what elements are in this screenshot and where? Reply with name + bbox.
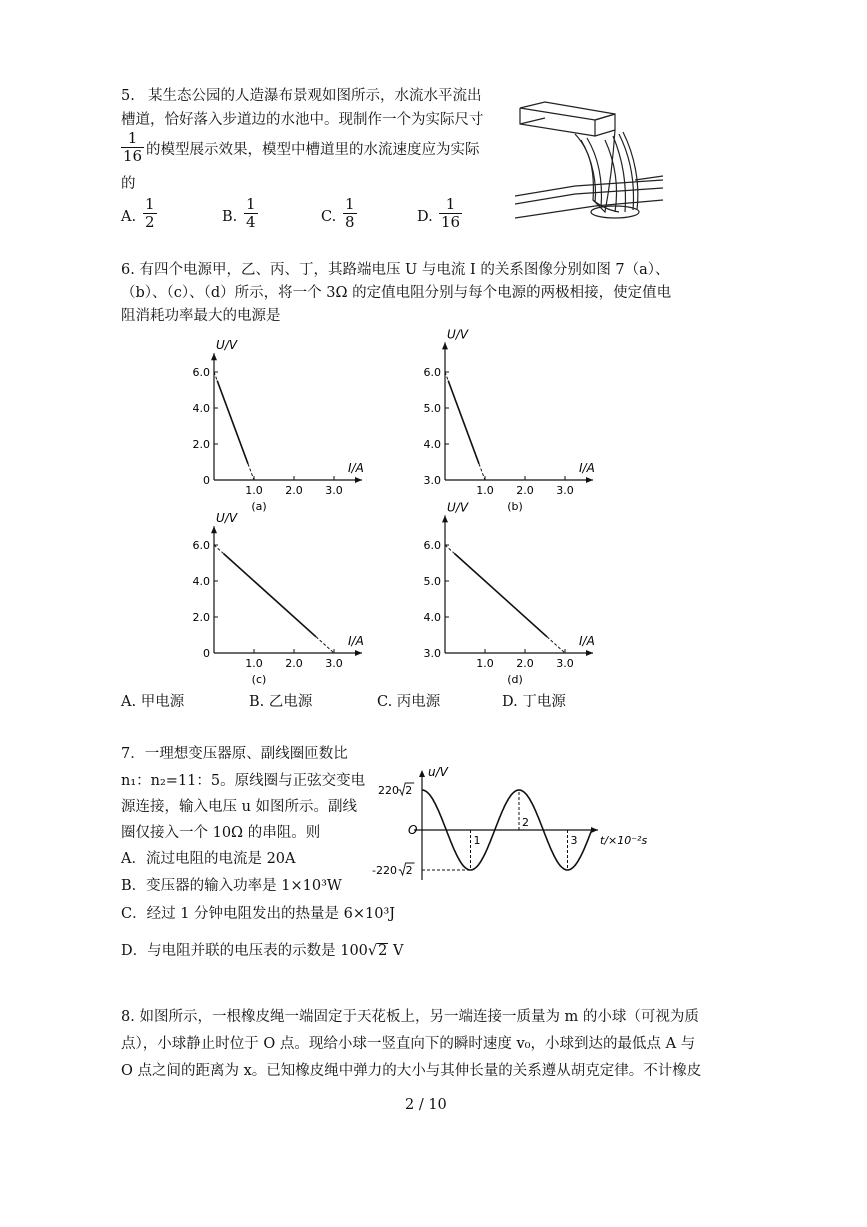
q5-frac-den: 16 [123, 147, 143, 165]
x-axis-label: I/A [579, 461, 595, 475]
q5-frac-num: 1 [121, 130, 144, 148]
y-tick-label: 3.0 [423, 474, 441, 487]
u-x-axis-arrow [591, 827, 598, 833]
u-x-axis-label: t/×10⁻²s [600, 834, 648, 847]
u-x-tick-label: 3 [570, 834, 578, 847]
u-min-label-radicand: 2 [405, 864, 413, 877]
u-x-tick-label: 1 [473, 834, 481, 847]
q5-opt-d-num: 1 [439, 196, 462, 214]
u-y-axis-label: u/V [428, 765, 448, 779]
q5-opt-a-den: 2 [145, 213, 155, 231]
y-tick-label: 0 [203, 647, 210, 660]
line-dashed-start [445, 545, 455, 554]
x-tick-label: 3.0 [325, 657, 343, 670]
data-line [217, 381, 248, 464]
x-tick-label: 2.0 [285, 657, 303, 670]
panel-caption: (b) [507, 500, 523, 513]
ui-graph-2 [193, 511, 364, 686]
y-tick-label: 4.0 [192, 575, 210, 588]
x-axis-arrow [586, 477, 593, 483]
ui-graph-0 [193, 338, 364, 513]
q7-line3: 源连接，输入电压 u 如图所示。副线 [121, 799, 358, 815]
q7-line1: 7．一理想变压器原、副线圈匝数比 [121, 746, 348, 762]
y-axis-arrow [211, 526, 217, 533]
x-tick-label: 3.0 [325, 484, 343, 497]
x-axis-label: I/A [579, 634, 595, 648]
q5-opt-b-label: B. [222, 209, 238, 225]
y-tick-label: 3.0 [423, 647, 441, 660]
q7-option-d-unit: V [388, 943, 404, 959]
x-axis-label: I/A [348, 634, 364, 648]
x-axis-arrow [586, 650, 593, 656]
y-tick-label: 6.0 [423, 366, 441, 379]
q7-option-d [121, 941, 404, 961]
y-tick-label: 0 [203, 474, 210, 487]
x-tick-label: 3.0 [556, 657, 574, 670]
ui-graph-3 [424, 500, 595, 686]
x-axis-label: I/A [348, 461, 364, 475]
y-tick-label: 5.0 [423, 575, 441, 588]
q5-line1: 某生态公园的人造瀑布景观如图所示，水流水平流出 [148, 88, 482, 104]
x-tick-label: 1.0 [476, 484, 494, 497]
line-dashed-end [479, 464, 485, 480]
x-tick-label: 2.0 [285, 484, 303, 497]
ui-graph-1 [424, 327, 595, 513]
sqrt-sign: √ [367, 943, 378, 959]
y-axis-arrow [442, 342, 448, 349]
y-tick-label: 4.0 [192, 402, 210, 415]
q8-line2: 点），小球静止时位于 O 点。现给小球一竖直向下的瞬时速度 v₀，小球到达的最低点 A 与 [121, 1036, 696, 1052]
page-number: 2 / 10 [405, 1097, 447, 1113]
u-max-label [378, 783, 414, 797]
data-line [224, 554, 316, 637]
q5-opt-c-label: C. [321, 209, 337, 225]
u-min-label-value: -220 [372, 864, 397, 877]
u-max-label-radicand: 2 [405, 784, 413, 797]
q6-line1: 6. 有四个电源甲，乙、丙、丁，其路端电压 U 与电流 I 的关系图像分别如图 7（a）、 [121, 262, 670, 278]
y-axis-label: U/V [216, 338, 238, 353]
u-max-label-value: 220 [378, 784, 399, 797]
line-dashed-end [316, 637, 334, 653]
q5-line4: 的 [121, 176, 136, 192]
x-tick-label: 1.0 [245, 657, 263, 670]
data-line [455, 554, 547, 637]
q6-option-a: A. 甲电源 [121, 694, 185, 710]
q6-line2: （b）、（c）、（d）所示，将一个 3Ω 的定值电阻分别与每个电源的两极相接，使定值电 [121, 285, 672, 301]
y-tick-label: 2.0 [192, 611, 210, 624]
y-tick-label: 5.0 [423, 402, 441, 415]
q5-opt-a-label: A. [121, 209, 137, 225]
q6-option-b: B. 乙电源 [249, 694, 313, 710]
x-axis-arrow [355, 650, 362, 656]
panel-caption: (c) [251, 673, 267, 686]
q7-option-d-text: D．与电阻并联的电压表的示数是 100 [121, 943, 368, 959]
q7-line2: n₁：n₂=11：5。原线圈与正弦交变电 [121, 773, 366, 789]
y-tick-label: 4.0 [423, 438, 441, 451]
q7-option-d-radicand: 2 [378, 943, 388, 959]
y-axis-label: U/V [216, 511, 238, 526]
y-axis-label: U/V [447, 327, 469, 342]
data-line [448, 381, 479, 464]
q8-line1: 8. 如图所示，一根橡皮绳一端固定于天花板上，另一端连接一质量为 m 的小球（可视为质 [121, 1009, 699, 1025]
y-tick-label: 4.0 [423, 611, 441, 624]
y-tick-label: 2.0 [192, 438, 210, 451]
line-dashed-end [547, 637, 565, 653]
panel-caption: (a) [251, 500, 267, 513]
u-origin-label: O [408, 823, 418, 837]
q5-opt-d-den: 16 [441, 213, 461, 231]
q5-opt-c-num: 1 [345, 195, 355, 213]
y-tick-label: 6.0 [423, 539, 441, 552]
q5-opt-a-num: 1 [145, 195, 155, 213]
q7-line4: 圈仅接入一个 10Ω 的串阻。则 [121, 825, 321, 841]
x-tick-label: 1.0 [476, 657, 494, 670]
q7-option-b: B．变压器的输入功率是 1×10³W [121, 878, 342, 894]
x-tick-label: 3.0 [556, 484, 574, 497]
line-dashed-start [214, 545, 224, 554]
q5-number: 5. [121, 88, 135, 104]
q5-opt-b-den: 4 [246, 213, 256, 231]
panel-caption: (d) [507, 673, 523, 686]
u-x-tick-label: 2 [522, 816, 529, 829]
q7-option-a: A．流过电阻的电流是 20A [121, 851, 296, 867]
q6-option-c: C. 丙电源 [377, 694, 441, 710]
y-axis-arrow [211, 353, 217, 360]
y-axis-arrow [442, 515, 448, 522]
x-tick-label: 2.0 [516, 657, 534, 670]
q6-line3: 阻消耗功率最大的电源是 [121, 308, 281, 324]
q5-opt-d-label: D. [417, 209, 433, 225]
q5-line3: 的模型展示效果，模型中槽道里的水流速度应为实际 [146, 142, 480, 158]
q7-option-c: C．经过 1 分钟电阻发出的热量是 6×10³J [121, 906, 396, 922]
y-tick-label: 6.0 [192, 366, 210, 379]
q5-opt-b-num: 1 [246, 195, 256, 213]
u-y-axis-arrow [419, 770, 425, 777]
x-tick-label: 1.0 [245, 484, 263, 497]
q7-voltage-graph [370, 760, 650, 890]
q8-line3: O 点之间的距离为 x。已知橡皮绳中弹力的大小与其伸长量的关系遵从胡克定律。不计橡皮 [121, 1063, 702, 1079]
q6-option-d: D. 丁电源 [502, 694, 566, 710]
y-axis-label: U/V [447, 500, 469, 515]
u-min-label [372, 863, 415, 877]
line-dashed-end [248, 464, 254, 480]
q5-line2: 槽道，恰好落入步道边的水池中。现制作一个为实际尺寸 [121, 112, 484, 128]
x-tick-label: 2.0 [516, 484, 534, 497]
y-tick-label: 6.0 [192, 539, 210, 552]
x-axis-arrow [355, 477, 362, 483]
q5-opt-c-den: 8 [345, 213, 355, 231]
